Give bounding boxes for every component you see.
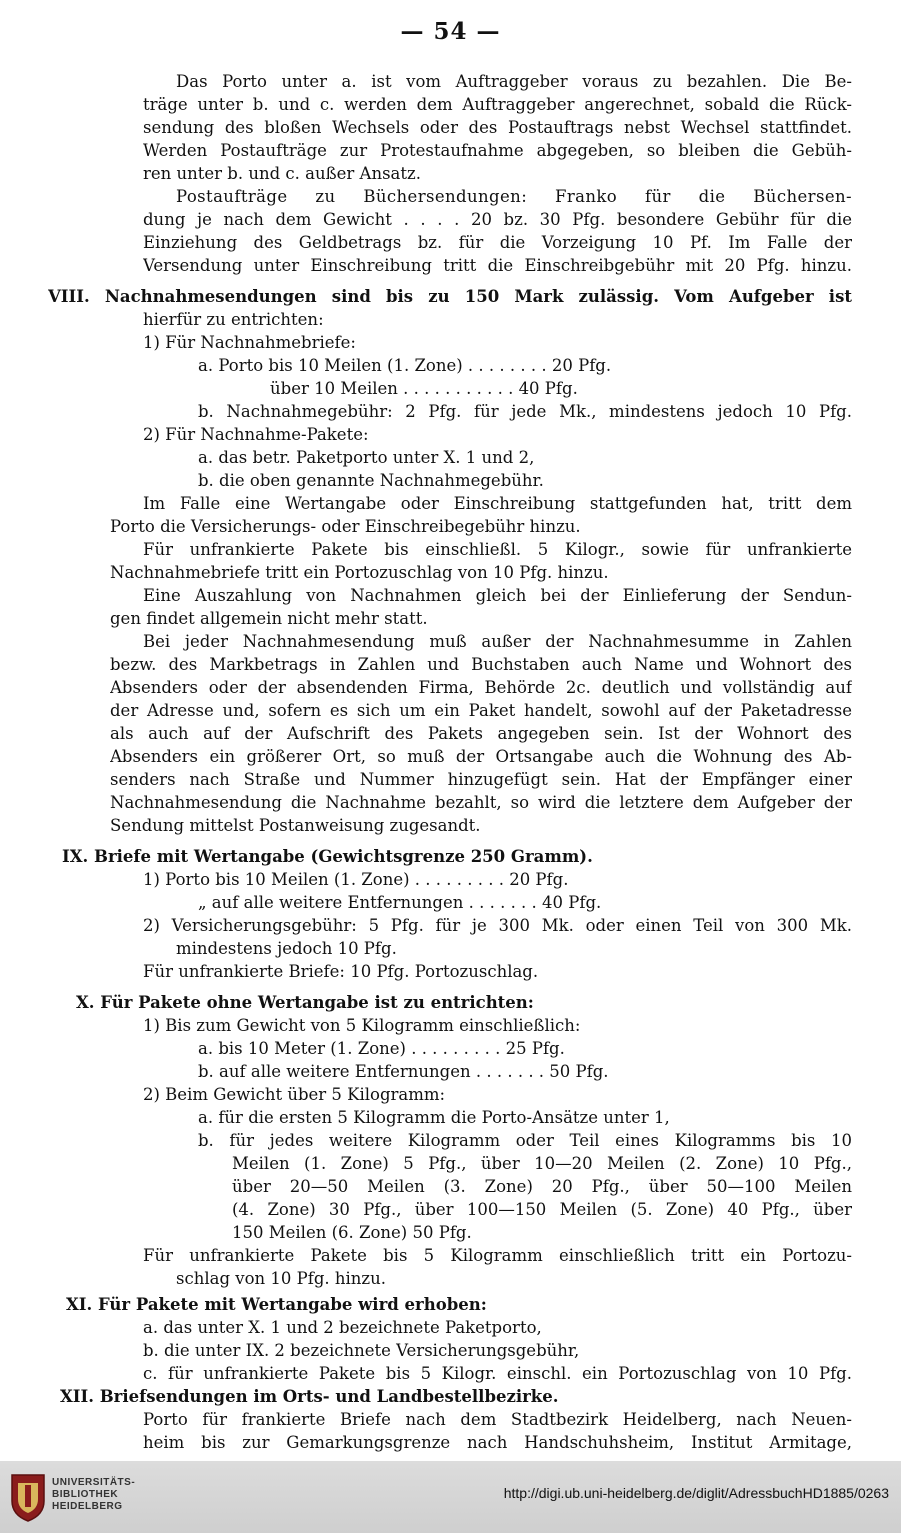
text-line: Versendung unter Einschreibung tritt die Einschreibgebühr mit 20 Pfg. hinzu.: [143, 256, 852, 275]
text-line: b. auf alle weitere Entfernungen . . . . . . . 50 Pfg.: [198, 1062, 609, 1081]
text-line: 2) Für Nachnahme-Pakete:: [143, 425, 369, 444]
text-line: Bei jeder Nachnahmesendung muß außer der Nachnahmesumme in Zahlen: [143, 632, 852, 651]
text-line: a. Porto bis 10 Meilen (1. Zone) . . . . . . . . 20 Pfg.: [198, 356, 612, 375]
library-name: [52, 1477, 135, 1513]
text-line: Im Falle eine Wertangabe oder Einschreibung stattgefunden hat, tritt dem: [143, 494, 852, 513]
text-line: senders nach Straße und Nummer hinzugefügt sein. Hat der Empfänger einer: [110, 770, 852, 789]
page-number: — 54 —: [400, 18, 501, 45]
text-line: b. die unter IX. 2 bezeichnete Versicherungsgebühr,: [143, 1341, 580, 1360]
library-line-1: UNIVERSITÄTS-: [52, 1477, 136, 1488]
text-line: hierfür zu entrichten:: [143, 310, 324, 329]
text-line: a. bis 10 Meter (1. Zone) . . . . . . . . . 25 Pfg.: [198, 1039, 565, 1058]
text-line: Porto für frankierte Briefe nach dem Stadtbezirk Heidelberg, nach Neuen-: [143, 1410, 852, 1429]
text-line: Nachnahmebriefe tritt ein Portozuschlag von 10 Pfg. hinzu.: [110, 563, 609, 582]
text-line: 1) Porto bis 10 Meilen (1. Zone) . . . . . . . . . 20 Pfg.: [143, 870, 569, 889]
text-line: über 20—50 Meilen (3. Zone) 20 Pfg., über 50—100 Meilen: [232, 1177, 852, 1196]
text-line: der Adresse und, sofern es sich um ein Paket handelt, sowohl auf der Paketadresse: [110, 701, 852, 720]
text-line: 1) Für Nachnahmebriefe:: [143, 333, 356, 352]
text-line: (4. Zone) 30 Pfg., über 100—150 Meilen (5. Zone) 40 Pfg., über: [232, 1200, 852, 1219]
text-line: a. für die ersten 5 Kilogramm die Porto-Ansätze unter 1,: [198, 1108, 670, 1127]
text-line: Nachnahmesendung die Nachnahme bezahlt, so wird die letztere dem Aufgeber der: [110, 793, 852, 812]
text-line: heim bis zur Gemarkungsgrenze nach Handschuhsheim, Institut Armitage,: [143, 1433, 852, 1452]
text-line: Postaufträge zu Büchersendungen: Franko für die Büchersen-: [176, 187, 852, 206]
text-line: ren unter b. und c. außer Ansatz.: [143, 164, 421, 183]
text-line: Das Porto unter a. ist vom Auftraggeber voraus zu bezahlen. Die Be-: [176, 72, 852, 91]
text-line: b. für jedes weitere Kilogramm oder Teil eines Kilogramms bis 10: [198, 1131, 852, 1150]
text-line: c. für unfrankierte Pakete bis 5 Kilogr. einschl. ein Portozuschlag von 10 Pfg.: [143, 1364, 852, 1383]
text-line: Absenders oder der absendenden Firma, Behörde 2c. deutlich und vollständig auf: [110, 678, 852, 697]
text-line: Für unfrankierte Pakete bis einschließl. 5 Kilogr., sowie für unfrankierte: [143, 540, 852, 559]
text-line: 1) Bis zum Gewicht von 5 Kilogramm einschließlich:: [143, 1016, 581, 1035]
section-heading: VIII. Nachnahmesendungen sind bis zu 150 Mark zulässig. Vom Aufgeber ist: [48, 287, 852, 306]
text-line: dung je nach dem Gewicht . . . . 20 bz. 30 Pfg. besondere Gebühr für die: [143, 210, 852, 229]
section-heading: XI. Für Pakete mit Wertangabe wird erhoben:: [66, 1295, 487, 1314]
text-line: Absenders ein größerer Ort, so muß der Ortsangabe auch die Wohnung des Ab-: [110, 747, 852, 766]
text-line: 2) Beim Gewicht über 5 Kilogramm:: [143, 1085, 446, 1104]
library-line-2: BIBLIOTHEK: [52, 1489, 119, 1500]
text-line: gen findet allgemein nicht mehr statt.: [110, 609, 428, 628]
text-line: bezw. des Markbetrags in Zahlen und Buchstaben auch Name und Wohnort des: [110, 655, 852, 674]
text-line: sendung des bloßen Wechsels oder des Postauftrags nebst Wechsel stattfindet.: [143, 118, 852, 137]
text-line: Werden Postaufträge zur Protestaufnahme abgegeben, so bleiben die Gebüh-: [143, 141, 852, 160]
source-url-link[interactable]: http://digi.ub.uni-heidelberg.de/diglit/AdressbuchHD1885/0263: [503, 1485, 889, 1501]
university-seal-icon: [8, 1471, 48, 1523]
text-line: b. Nachnahmegebühr: 2 Pfg. für jede Mk., mindestens jedoch 10 Pfg.: [198, 402, 852, 421]
text-line: b. die oben genannte Nachnahmegebühr.: [198, 471, 544, 490]
text-line: mindestens jedoch 10 Pfg.: [176, 939, 397, 958]
text-line: Meilen (1. Zone) 5 Pfg., über 10—20 Meilen (2. Zone) 10 Pfg.,: [232, 1154, 852, 1173]
text-line: Für unfrankierte Pakete bis 5 Kilogramm einschließlich tritt ein Portozu-: [143, 1246, 852, 1265]
text-line: schlag von 10 Pfg. hinzu.: [176, 1269, 386, 1288]
text-line: Für unfrankierte Briefe: 10 Pfg. Portozuschlag.: [143, 962, 539, 981]
text-line: 2) Versicherungsgebühr: 5 Pfg. für je 300 Mk. oder einen Teil von 300 Mk.: [143, 916, 852, 935]
text-line: Einziehung des Geldbetrags bz. für die Vorzeigung 10 Pf. Im Falle der: [143, 233, 852, 252]
section-heading: IX. Briefe mit Wertangabe (Gewichtsgrenze 250 Gramm).: [62, 847, 593, 866]
text-line: 150 Meilen (6. Zone) 50 Pfg.: [232, 1223, 472, 1242]
text-line: Eine Auszahlung von Nachnahmen gleich bei der Einlieferung der Sendun-: [143, 586, 852, 605]
text-line: Porto die Versicherungs- oder Einschreibegebühr hinzu.: [110, 517, 581, 536]
text-line: träge unter b. und c. werden dem Auftraggeber angerechnet, sobald die Rück-: [143, 95, 852, 114]
text-line: a. das unter X. 1 und 2 bezeichnete Paketporto,: [143, 1318, 542, 1337]
section-heading: X. Für Pakete ohne Wertangabe ist zu entrichten:: [76, 993, 534, 1012]
text-line: „ auf alle weitere Entfernungen . . . . . . . 40 Pfg.: [198, 893, 602, 912]
section-heading: XII. Briefsendungen im Orts- und Landbestellbezirke.: [60, 1387, 559, 1406]
text-line: Sendung mittelst Postanweisung zugesandt.: [110, 816, 481, 835]
text-line: a. das betr. Paketporto unter X. 1 und 2,: [198, 448, 535, 467]
library-line-3: HEIDELBERG: [52, 1501, 123, 1512]
text-line: als auch auf der Aufschrift des Pakets angegeben sein. Ist der Wohnort des: [110, 724, 852, 743]
viewer-footer: [0, 1461, 901, 1533]
text-line: über 10 Meilen . . . . . . . . . . . 40 Pfg.: [270, 379, 578, 398]
